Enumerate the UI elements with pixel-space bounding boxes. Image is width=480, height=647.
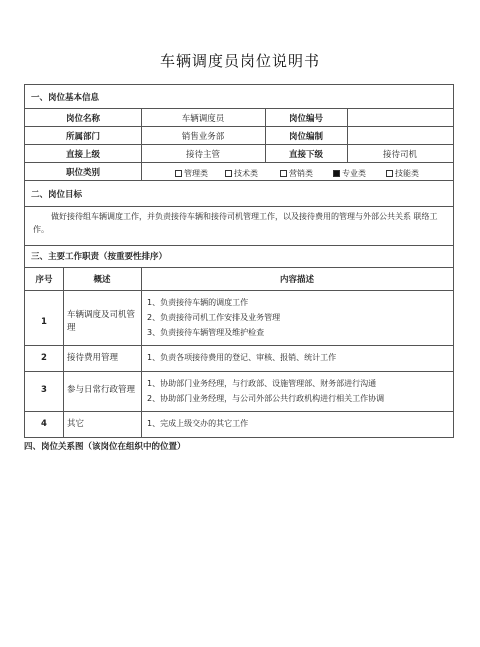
label-position-name: 岗位名称 xyxy=(65,114,100,124)
duty-1-item-1: 1、负责接待车辆的调度工作 xyxy=(147,298,249,307)
duty-1-no: 1 xyxy=(41,317,47,327)
duty-1-item-2: 2、负责接待司机工作安排及业务管理 xyxy=(147,313,281,322)
divider xyxy=(25,108,453,109)
duty-3-no: 3 xyxy=(41,385,47,395)
section-duties-heading: 三、主要工作职责（按重要性排序） xyxy=(31,252,168,262)
divider xyxy=(141,267,142,438)
duty-2-item-1: 1、负责各项接待费用的登记、审核、报销、统计工作 xyxy=(147,353,337,362)
label-position-code: 岗位编号 xyxy=(288,114,323,124)
duties-header-no: 序号 xyxy=(35,275,53,285)
duties-header-summary: 概述 xyxy=(93,275,111,285)
divider xyxy=(25,180,453,181)
divider xyxy=(25,290,453,291)
section-basic-info-heading: 一、岗位基本信息 xyxy=(31,93,100,103)
label-direct-subordinate: 直接下级 xyxy=(288,150,323,160)
checkbox-icon xyxy=(280,170,287,177)
duty-4-summary: 其它 xyxy=(67,419,85,429)
section-relationship-heading: 四、岗位关系图（该岗位在组织中的位置） xyxy=(24,442,186,452)
label-job-category: 职位类别 xyxy=(65,168,100,178)
divider xyxy=(25,245,453,246)
divider xyxy=(25,126,453,127)
duty-2-no: 2 xyxy=(41,353,47,363)
checkbox-icon xyxy=(225,170,232,177)
value-position-name: 车辆调度员 xyxy=(181,114,225,124)
label-headcount: 岗位编制 xyxy=(288,132,323,142)
divider xyxy=(25,162,453,163)
label-direct-superior: 直接上级 xyxy=(65,150,100,160)
duties-header-content: 内容描述 xyxy=(279,275,314,285)
category-option-skill[interactable]: 技能类 xyxy=(386,168,419,179)
value-department: 销售业务部 xyxy=(181,132,225,142)
divider xyxy=(63,267,64,438)
duty-4-no: 4 xyxy=(41,419,47,429)
category-option-management[interactable]: 管理类 xyxy=(175,168,208,179)
divider xyxy=(25,267,453,268)
duty-2-summary: 接待费用管理 xyxy=(67,353,119,363)
category-option-professional[interactable]: 专业类 xyxy=(333,168,366,179)
checkbox-checked-icon xyxy=(333,170,340,177)
job-description-table xyxy=(24,84,454,438)
divider xyxy=(25,371,453,372)
duty-1-summary: 车辆调度及司机管理 xyxy=(67,310,136,333)
value-direct-subordinate: 接待司机 xyxy=(382,150,417,160)
divider xyxy=(25,345,453,346)
duty-3-summary: 参与日常行政管理 xyxy=(67,385,136,395)
duty-3-item-2: 2、协助部门业务经理，与公司外部公共行政机构进行相关工作协调 xyxy=(147,394,385,403)
duty-3-item-1: 1、协助部门业务经理，与行政部、设施管理部、财务部进行沟通 xyxy=(147,379,377,388)
checkbox-icon xyxy=(386,170,393,177)
duty-4-item-1: 1、完成上级交办的其它工作 xyxy=(147,419,249,428)
divider xyxy=(25,411,453,412)
category-option-marketing[interactable]: 营销类 xyxy=(280,168,313,179)
category-option-technical[interactable]: 技术类 xyxy=(225,168,258,179)
label-department: 所属部门 xyxy=(65,132,100,142)
duty-1-item-3: 3、负责接待车辆管理及维护检查 xyxy=(147,328,265,337)
section-goal-heading: 二、岗位目标 xyxy=(31,190,83,200)
goal-paragraph: 做好接待组车辆调度工作，并负责接待车辆和接待司机管理工作，以及接待费用的管理与外部公共关系 联络工作。 xyxy=(33,212,438,234)
document-title: 车辆调度员岗位说明书 xyxy=(159,52,320,70)
divider xyxy=(25,144,453,145)
checkbox-icon xyxy=(175,170,182,177)
value-direct-superior: 接待主管 xyxy=(185,150,220,160)
divider xyxy=(25,206,453,207)
